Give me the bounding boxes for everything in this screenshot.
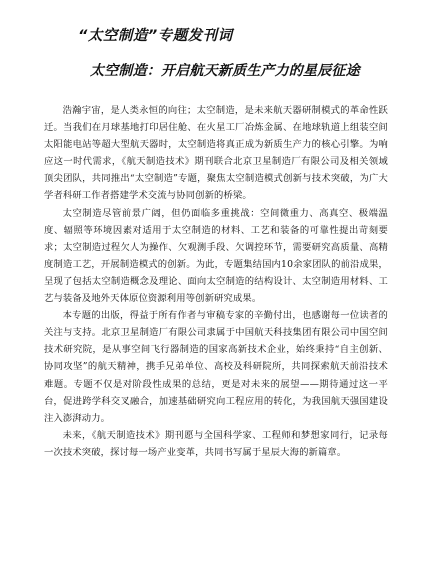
paragraph-1: 浩瀚宇宙，是人类永恒的向往；太空制造，是未来航天器研制模式的革命性跃迁。当我们在月球基地打印居住舱、在火星工厂冶炼金属、在地球轨道上组装空间太阳能电站等超大型航天器时，太空制造将真正成为新质生产力的核心引擎。为响应这一时代需求，《航天制造技术》期刊联合北京卫星制造厂有限公司及相关领域顶尖团队，共同推出“太空制造”专题，聚焦太空制造模式创新与技术突破，为广大学者科研工作者搭建学术交流与协同创新的桥梁。 <box>44 105 388 202</box>
article-title: 太空制造：开启航天新质生产力的星辰征途 <box>90 63 360 79</box>
paragraph-3: 本专题的出版，得益于所有作者与审稿专家的辛勤付出，也感谢每一位读者的关注与支持。北京卫星制造厂有限公司隶属于中国航天科技集团有限公司中国空间技术研究院，是从事空间飞行器制造的国家高新技术企业，始终秉持“自主创新、协同攻坚”的航天精神，携手兄弟单位、高校及科研院所，共同探索航天前沿技术难题。专题不仅是对阶段性成果的总结，更是对未来的展望——期待通过这一平台，促进跨学科交叉融合，加速基础研究向工程应用的转化，为我国航天强国建设注入澎湃动力。 <box>44 310 388 424</box>
paragraph-4: 未来，《航天制造技术》期刊愿与全国科学家、工程师和梦想家同行，记录每一次技术突破，探讨每一场产业变革，共同书写属于星辰大海的新篇章。 <box>44 429 388 458</box>
paragraph-2: 太空制造尽管前景广阔，但仍面临多重挑战：空间微重力、高真空、极端温度、辐照等环境因素对适用于太空制造的材料、工艺和装备的可靠性提出苛刻要求；太空制造过程欠人为操作、欠观测手段、欠调控环节，需要研究高质量、高精度制造工艺，开展制造模式的创新。为此，专题集结国内10余家团队的前沿成果，呈现了包括太空制造概念及理论、面向太空制造的结构设计、太空制造用材料、工艺与装备及地外天体原位资源利用等创新研究成果。 <box>44 207 388 305</box>
article-body <box>44 102 388 461</box>
section-label: “太空制造”专题发刊词 <box>78 28 233 44</box>
